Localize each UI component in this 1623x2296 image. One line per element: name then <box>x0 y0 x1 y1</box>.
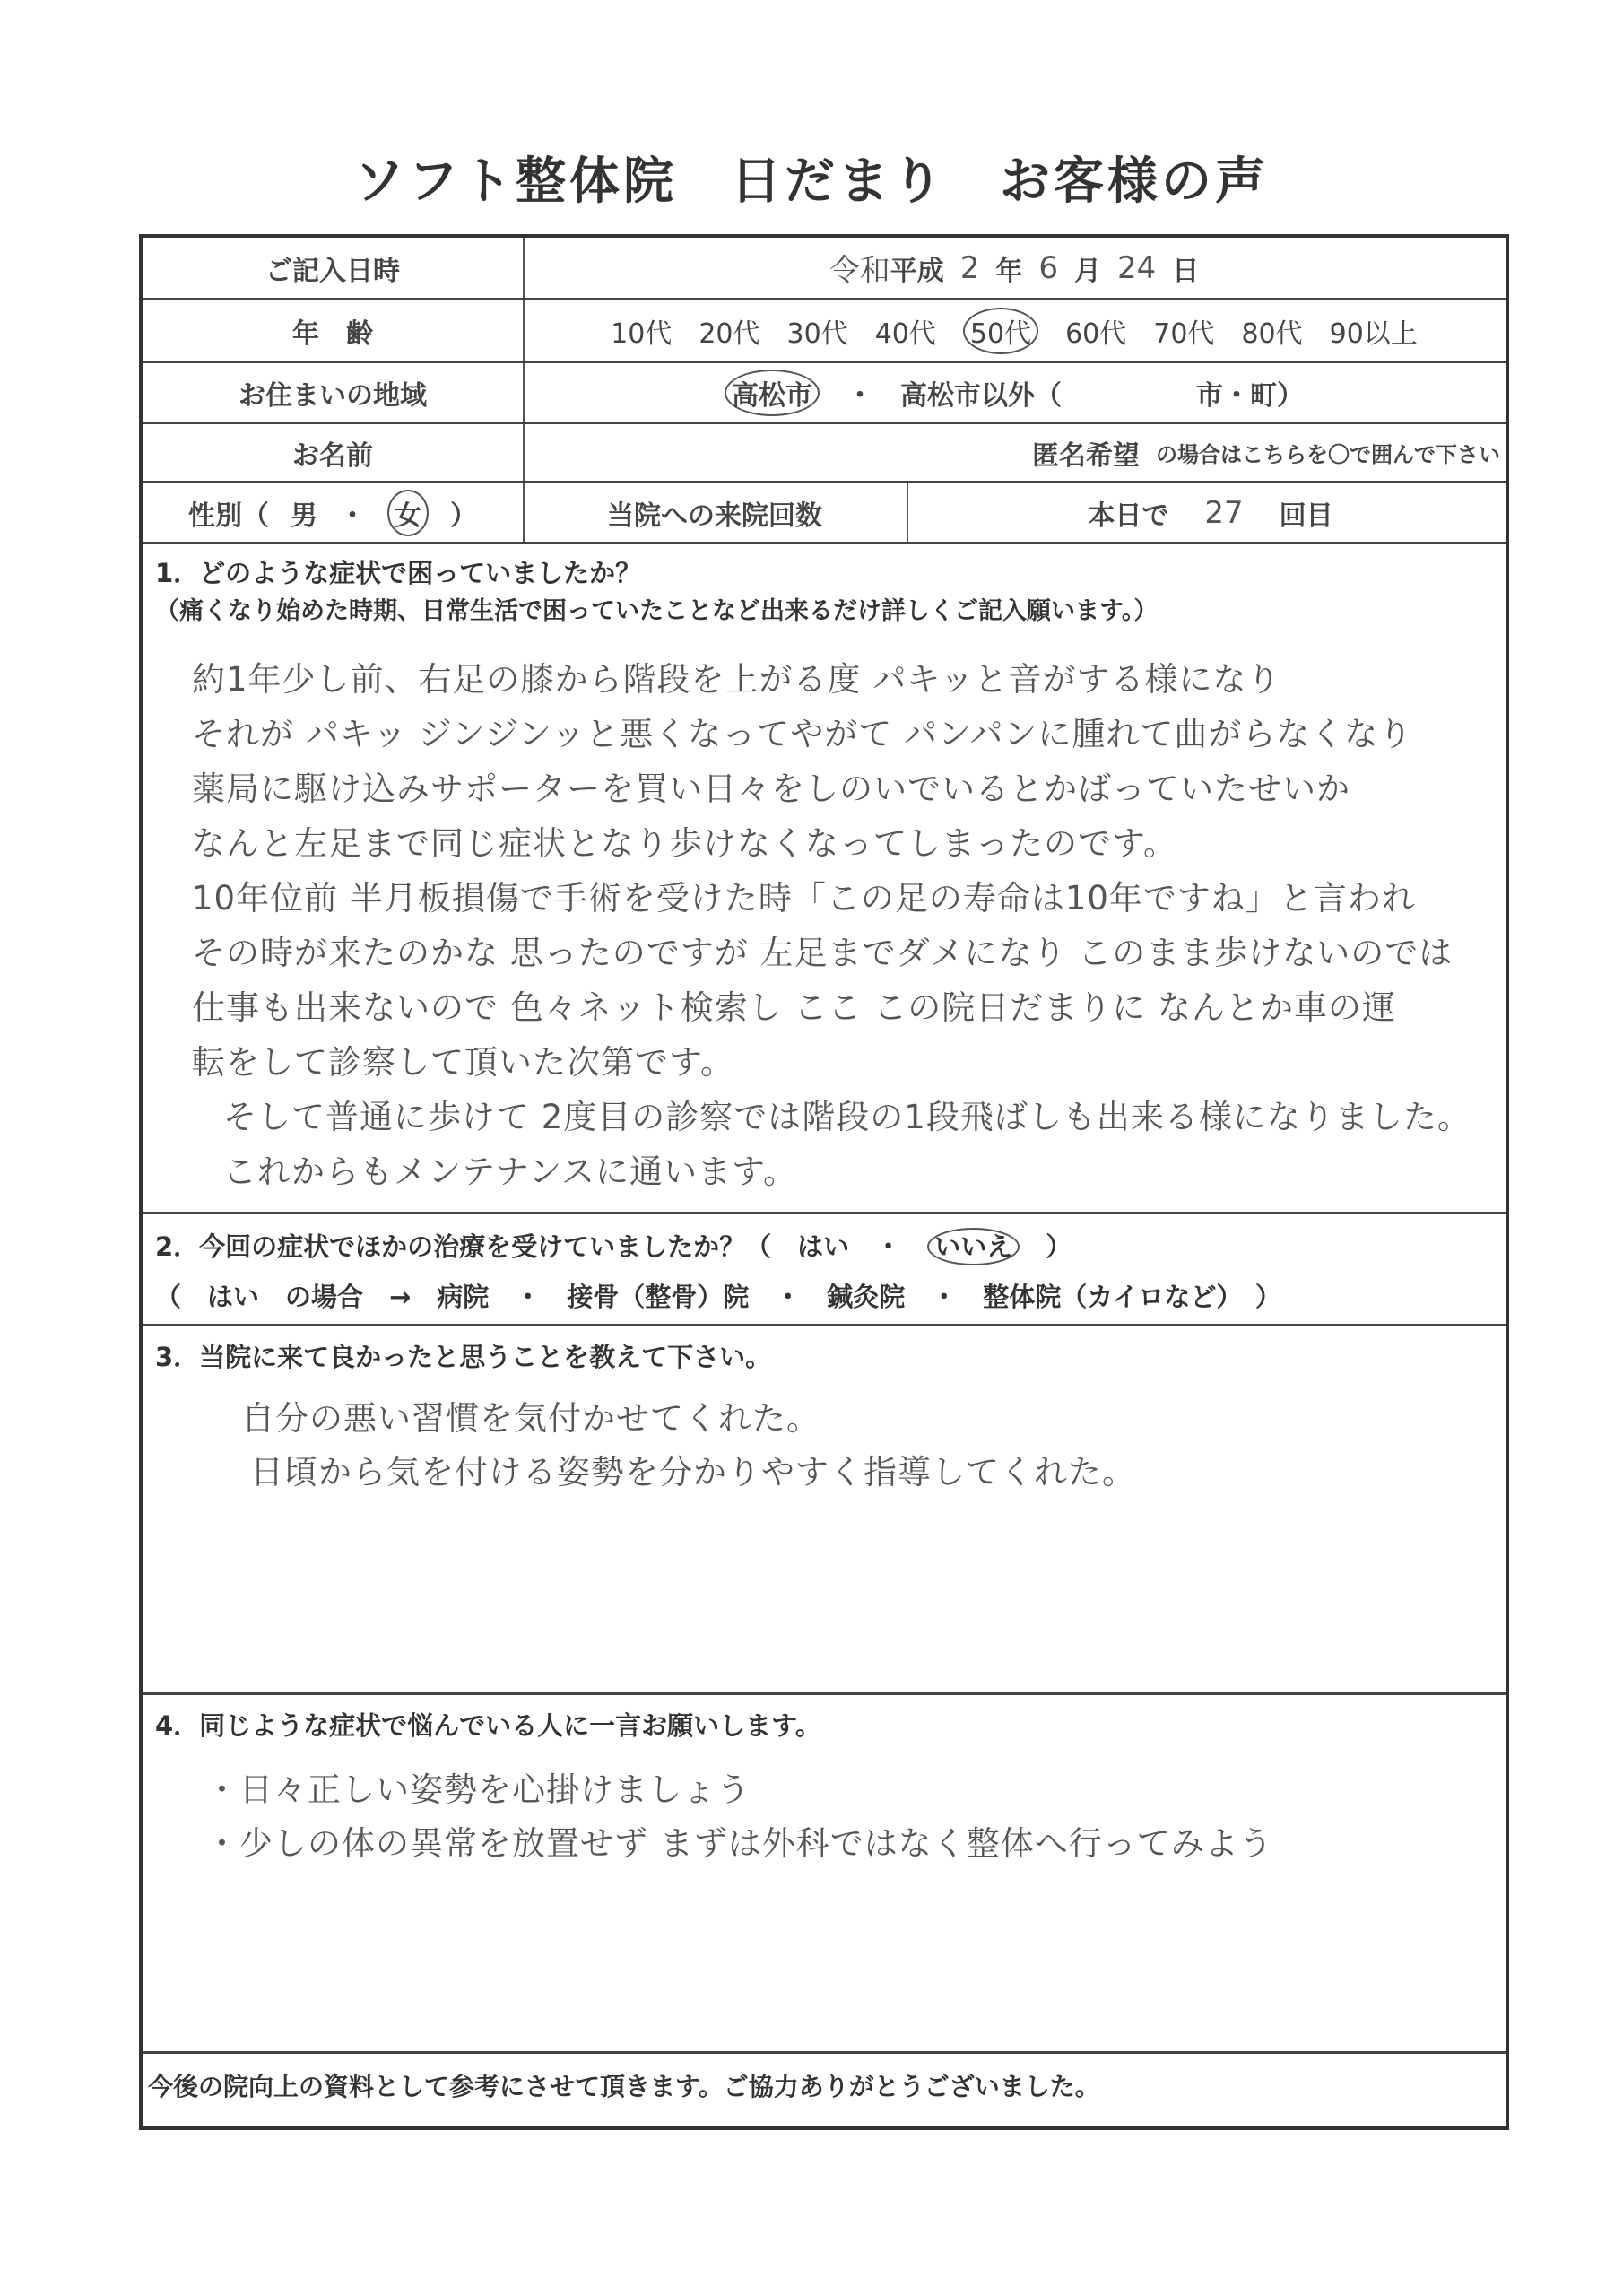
q1-subtext: （痛くなり始めた時期、日常生活で困っていたことなど出来るだけ詳しくご記入願います。） <box>155 597 1159 625</box>
q1-answer-line: これからもメンテナンスに通います。 <box>223 1152 798 1191</box>
age-option[interactable]: 30代 <box>786 317 848 350</box>
age-option[interactable]: 80代 <box>1241 317 1303 350</box>
question-2 <box>143 1214 1506 1326</box>
age-option[interactable]: 10代 <box>611 317 673 350</box>
q2-question: 2．今回の症状でほかの治療を受けていましたか？（ はい ・ <box>155 1231 928 1262</box>
q1-answer-line: それが パキッ ジンジンッと悪くなってやがて パンパンに腫れて曲がらなくなり <box>192 715 1413 753</box>
age-label: 年 齢 <box>143 300 525 361</box>
era-handwritten: 令和 <box>829 253 890 289</box>
anonymous-option[interactable]: 匿名希望 <box>1032 439 1140 472</box>
page-title: ソフト整体院 日だまり お客様の声 <box>354 152 1269 211</box>
q1-answer-line: なんと左足まで同じ症状となり歩けなくなってしまったのです。 <box>192 824 1178 863</box>
survey-form <box>139 234 1509 2130</box>
q3-answer-line: 日頃から気を付ける姿勢を分かりやすく指導してくれた。 <box>250 1453 1136 1492</box>
name-row <box>143 424 1506 483</box>
q1-answer-line: 薬局に駆け込みサポーターを買い日々をしのいでいるとかばっていたせいか <box>192 770 1350 808</box>
year-unit: 年 <box>995 255 1023 287</box>
day-value: 24 <box>1117 249 1157 286</box>
month-unit: 月 <box>1074 255 1101 287</box>
year-value: 2 <box>959 249 980 286</box>
area-row <box>143 363 1506 424</box>
separator: ・ <box>339 500 366 532</box>
q3-question: 3．当院に来て良かったと思うことを教えて下さい。 <box>155 1342 772 1372</box>
gender-label: 性別（ <box>188 500 269 532</box>
q2-subtext: （ はい の場合 → 病院 ・ 接骨（整骨）院 ・ 鍼灸院 ・ 整体院（カイロなど） ） <box>155 1282 1281 1312</box>
q4-answer-line: ・少しの体の異常を放置せず まずは外科ではなく整体へ行ってみよう <box>205 1824 1273 1863</box>
gender-close: ） <box>450 500 477 532</box>
q1-answer-line: 仕事も出来ないので 色々ネット検索し ここ この院日だまりに なんとか車の運 <box>192 988 1397 1027</box>
q1-answer-line: その時が来たのかな 思ったのですが 左足までダメになり このまま歩けないのでは <box>192 934 1454 972</box>
age-row <box>143 300 1506 363</box>
q4-question: 4．同じような症状で悩んでいる人に一言お願いします。 <box>155 1710 821 1741</box>
age-option[interactable]: 70代 <box>1153 317 1215 350</box>
today-label: 本日で <box>1088 500 1169 532</box>
q1-answer-line: 転をして診察して頂いた次第です。 <box>192 1043 735 1082</box>
q1-answer-line: 約1年少し前、右足の膝から階段を上がる度 パキッと音がする様になり <box>192 660 1281 699</box>
anonymous-note: の場合はこちらを〇で囲んで下さい <box>1156 442 1500 467</box>
date-row <box>143 238 1506 300</box>
q1-question: 1．どのような症状で困っていましたか？ <box>155 558 642 588</box>
area-option-other[interactable]: 高松市以外（ <box>900 379 1062 412</box>
q1-answer-line: そして普通に歩けて 2度目の診察では階段の1段飛ばしも出来る様になりました。 <box>223 1098 1471 1136</box>
footer-note: 今後の院向上の資料として参考にさせて頂きます。ご協力ありがとうございました。 <box>148 2072 1100 2101</box>
era-printed: 平成 <box>890 255 944 287</box>
q3-answer-line: 自分の悪い習慣を気付かせてくれた。 <box>241 1399 820 1438</box>
visit-count: 27 <box>1204 494 1244 531</box>
month-value: 6 <box>1038 249 1058 286</box>
q1-answer-line: 10年位前 半月板損傷で手術を受けた時「この足の寿命は10年ですね」と言われ <box>192 879 1416 918</box>
gender-female[interactable]: 女 <box>387 490 429 536</box>
gender-male[interactable]: 男 <box>291 500 317 532</box>
age-option[interactable]: 20代 <box>699 317 760 350</box>
area-option-takamatsu[interactable]: 高松市 <box>725 370 820 416</box>
gender-row <box>143 483 1506 544</box>
age-option[interactable]: 90以上 <box>1329 317 1418 350</box>
age-options <box>523 300 1506 361</box>
area-suffix: 市・町） <box>1196 379 1304 412</box>
q2-close: ） <box>1020 1231 1072 1262</box>
separator: ・ <box>846 379 873 412</box>
name-label: お名前 <box>143 424 525 481</box>
question-1 <box>143 544 1506 1214</box>
day-unit: 日 <box>1172 255 1200 287</box>
q2-no-option[interactable]: いいえ <box>927 1228 1020 1265</box>
count-unit: 回目 <box>1279 500 1333 532</box>
age-option[interactable]: 60代 <box>1065 317 1127 350</box>
date-label: ご記入日時 <box>143 238 525 298</box>
age-option[interactable]: 50代 <box>963 308 1038 354</box>
question-4 <box>143 1695 1506 2054</box>
question-3 <box>143 1326 1506 1695</box>
area-label: お住まいの地域 <box>143 363 525 422</box>
visits-label: 当院への来院回数 <box>523 483 908 542</box>
age-option[interactable]: 40代 <box>874 317 936 350</box>
q4-answer-line: ・日々正しい姿勢を心掛けましょう <box>205 1770 751 1809</box>
